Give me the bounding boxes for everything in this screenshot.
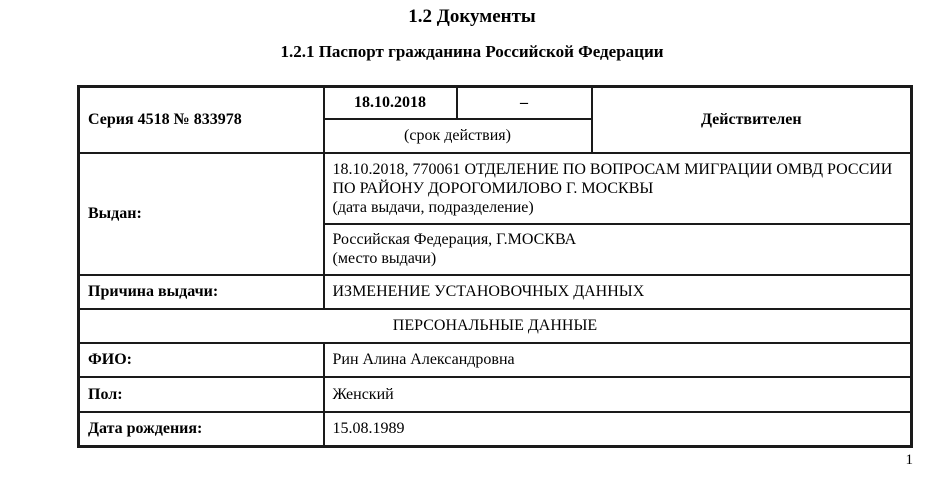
validity-caption-cell: (срок действия) <box>324 119 592 153</box>
full-name-label-cell: ФИО: <box>79 343 324 377</box>
series-number-cell: Серия 4518 № 833978 <box>79 87 324 153</box>
issued-by-value: 18.10.2018, 770061 ОТДЕЛЕНИЕ ПО ВОПРОСАМ МИГРАЦИИ ОМВД РОССИИ ПО РАЙОНУ ДОРОГОМИЛОВО Г. МОСКВЫ <box>332 160 893 197</box>
table-row-issued-by <box>79 153 912 224</box>
table-row-gender <box>79 377 912 412</box>
issue-place-cell <box>324 224 912 275</box>
issued-by-caption: (дата выдачи, подразделение) <box>332 198 534 216</box>
passport-table <box>77 85 913 448</box>
issue-place-value: Российская Федерация, Г.МОСКВА <box>332 231 577 248</box>
table-row-series <box>79 87 912 119</box>
page-number: 1 <box>905 452 913 468</box>
table-row-full-name <box>79 343 912 377</box>
issue-reason-label-cell: Причина выдачи: <box>79 275 324 309</box>
gender-value-cell: Женский <box>324 377 912 412</box>
subsection-title: 1.2.1 Паспорт гражданина Российской Федерации <box>280 42 664 61</box>
full-name-value-cell: Рин Алина Александровна <box>324 343 912 377</box>
status-cell: Действителен <box>592 87 912 153</box>
table-row-birth-date <box>79 412 912 447</box>
issued-by-value-cell <box>324 153 912 224</box>
expiry-date-cell: – <box>457 87 592 119</box>
issue-place-caption: (место выдачи) <box>332 250 437 267</box>
table-row-issue-reason <box>79 275 912 309</box>
birth-date-value-cell: 15.08.1989 <box>324 412 912 447</box>
issue-reason-value-cell: ИЗМЕНЕНИЕ УСТАНОВОЧНЫХ ДАННЫХ <box>324 275 912 309</box>
personal-data-header-cell: ПЕРСОНАЛЬНЫЕ ДАННЫЕ <box>79 309 912 343</box>
table-row-section-header <box>79 309 912 343</box>
issued-by-label-cell: Выдан: <box>79 153 324 275</box>
section-title: 1.2 Документы <box>408 6 536 27</box>
issue-date-cell: 18.10.2018 <box>324 87 457 119</box>
gender-label-cell: Пол: <box>79 377 324 412</box>
birth-date-label-cell: Дата рождения: <box>79 412 324 447</box>
